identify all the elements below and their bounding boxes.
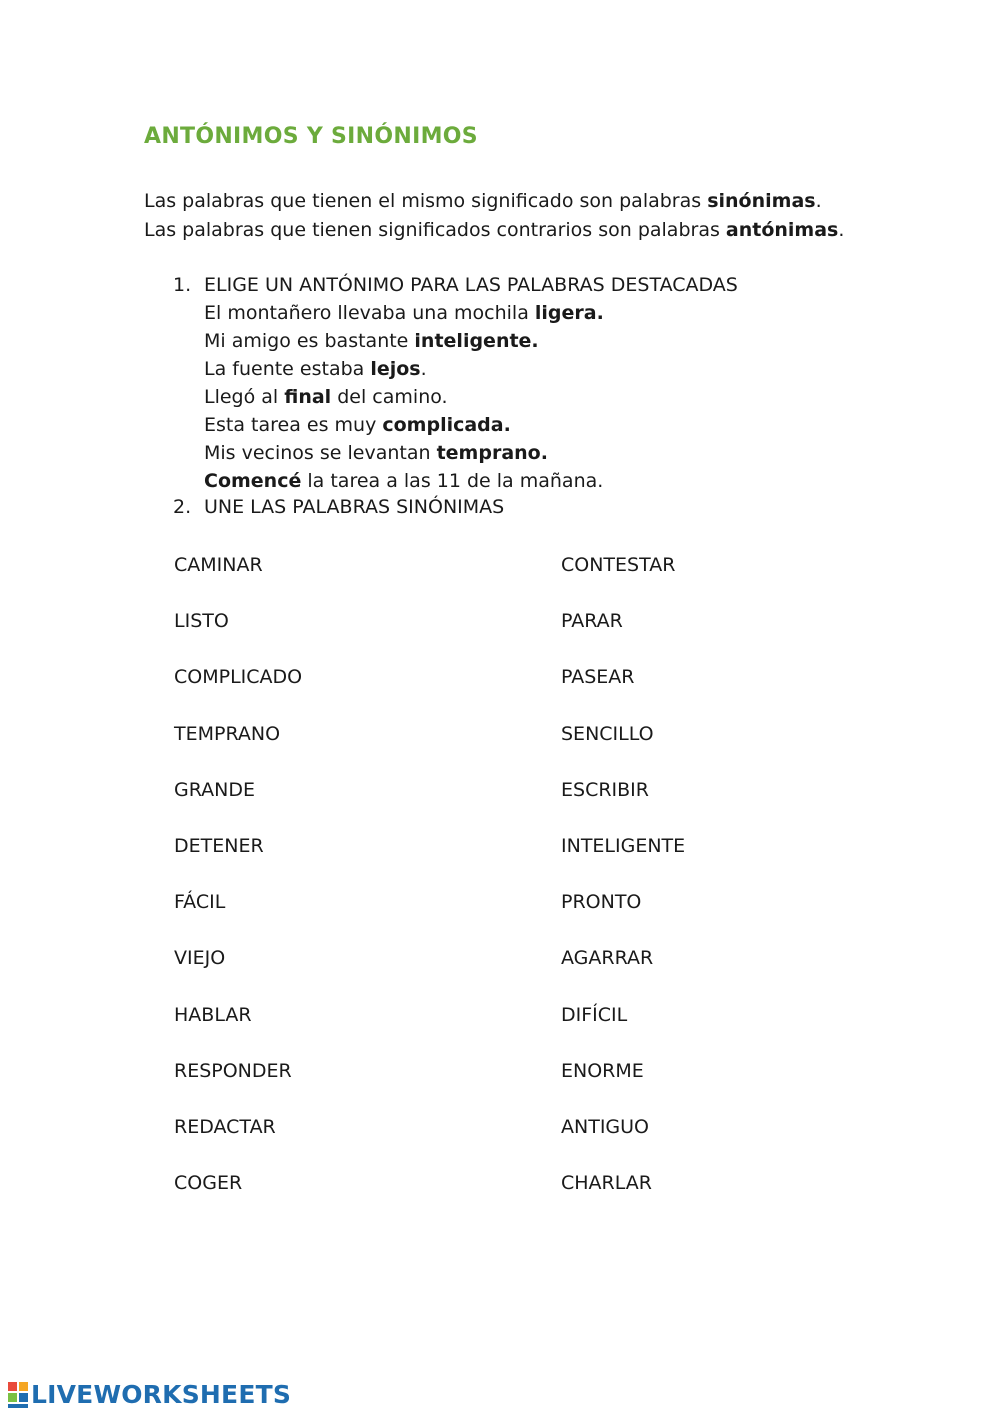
highlighted-word: temprano. (436, 442, 548, 464)
right-word-item[interactable]: PARAR (561, 610, 623, 633)
sentence-text-part: . (420, 358, 427, 380)
left-word-item[interactable]: TEMPRANO (174, 722, 281, 745)
sentence-text-part: la tarea a las 11 de la mañana. (301, 470, 604, 492)
intro-text-part: Las palabras que tienen significados contrarios son palabras (144, 219, 726, 241)
right-word-item[interactable]: PRONTO (561, 891, 642, 914)
intro-text-part: Las palabras que tienen el mismo significado son palabras (144, 190, 708, 212)
left-word-item[interactable]: REDACTAR (174, 1115, 276, 1138)
exercise-1-sentence (204, 327, 738, 355)
right-word-item[interactable]: ENORME (561, 1059, 644, 1082)
liveworksheets-logo-icon (8, 1382, 28, 1408)
exercise-1-sentence (204, 411, 738, 439)
left-word-item[interactable]: GRANDE (174, 778, 256, 801)
left-word-item[interactable]: DETENER (174, 834, 264, 857)
sentence-text-part: Mi amigo es bastante (204, 330, 415, 352)
exercise-1 (173, 271, 738, 495)
highlighted-word: Comencé (204, 470, 302, 492)
right-word-item[interactable]: ESCRIBIR (561, 778, 649, 801)
exercise-1-sentence (204, 439, 738, 467)
sentence-text-part: Llegó al (204, 386, 285, 408)
page-title: ANTÓNIMOS Y SINÓNIMOS (144, 124, 478, 149)
exercise-number: 2. (173, 496, 192, 518)
left-word-item[interactable]: FÁCIL (174, 891, 226, 914)
left-word-item[interactable]: HABLAR (174, 1003, 252, 1026)
left-word-item[interactable]: CAMINAR (174, 554, 263, 576)
sentence-text-part: Mis vecinos se levantan (204, 442, 437, 464)
intro-line-antonyms (144, 216, 844, 245)
synonyms-right-column (561, 552, 685, 1226)
exercise-1-sentence (204, 355, 738, 383)
exercise-1-sentence (204, 467, 738, 495)
right-word-item[interactable]: AGARRAR (561, 947, 654, 970)
exercise-heading-text: UNE LAS PALABRAS SINÓNIMAS (204, 496, 505, 518)
left-word-item[interactable]: VIEJO (174, 947, 226, 970)
intro-bold-term: sinónimas (707, 190, 816, 212)
right-word-item[interactable]: SENCILLO (561, 722, 654, 745)
intro-line-synonyms (144, 187, 844, 216)
brand-name: LIVEWORKSHEETS (31, 1380, 292, 1409)
right-word-item[interactable]: ANTIGUO (561, 1115, 650, 1138)
highlighted-word: final (284, 386, 332, 408)
intro-text (144, 187, 844, 245)
highlighted-word: complicada. (382, 414, 511, 436)
intro-text-part: . (838, 219, 845, 241)
right-word-item[interactable]: CONTESTAR (561, 554, 676, 576)
synonyms-left-column (174, 552, 302, 1226)
left-word-item[interactable]: LISTO (174, 610, 229, 633)
right-word-item[interactable]: INTELIGENTE (561, 834, 686, 857)
highlighted-word: ligera. (534, 302, 604, 324)
exercise-1-sentence (204, 299, 738, 327)
footer-brand (8, 1380, 291, 1409)
sentence-text-part: El montañero llevaba una mochila (204, 302, 535, 324)
highlighted-word: inteligente. (414, 330, 539, 352)
exercise-number: 1. (173, 274, 192, 296)
left-word-item[interactable]: COMPLICADO (174, 666, 303, 689)
exercise-1-heading (173, 271, 738, 299)
exercise-heading-text: ELIGE UN ANTÓNIMO PARA LAS PALABRAS DESTACADAS (204, 274, 738, 296)
left-word-item[interactable]: COGER (174, 1172, 243, 1195)
right-word-item[interactable]: CHARLAR (561, 1172, 652, 1195)
right-word-item[interactable]: PASEAR (561, 666, 635, 689)
highlighted-word: lejos (370, 358, 421, 380)
right-word-item[interactable]: DIFÍCIL (561, 1003, 628, 1026)
sentence-text-part: La fuente estaba (204, 358, 371, 380)
intro-text-part: . (815, 190, 822, 212)
sentence-text-part: Esta tarea es muy (204, 414, 383, 436)
intro-bold-term: antónimas (725, 219, 839, 241)
exercise-2-heading (173, 496, 504, 518)
sentence-text-part: del camino. (331, 386, 448, 408)
left-word-item[interactable]: RESPONDER (174, 1059, 292, 1082)
exercise-1-sentence (204, 383, 738, 411)
exercise-1-sentences (173, 299, 738, 495)
